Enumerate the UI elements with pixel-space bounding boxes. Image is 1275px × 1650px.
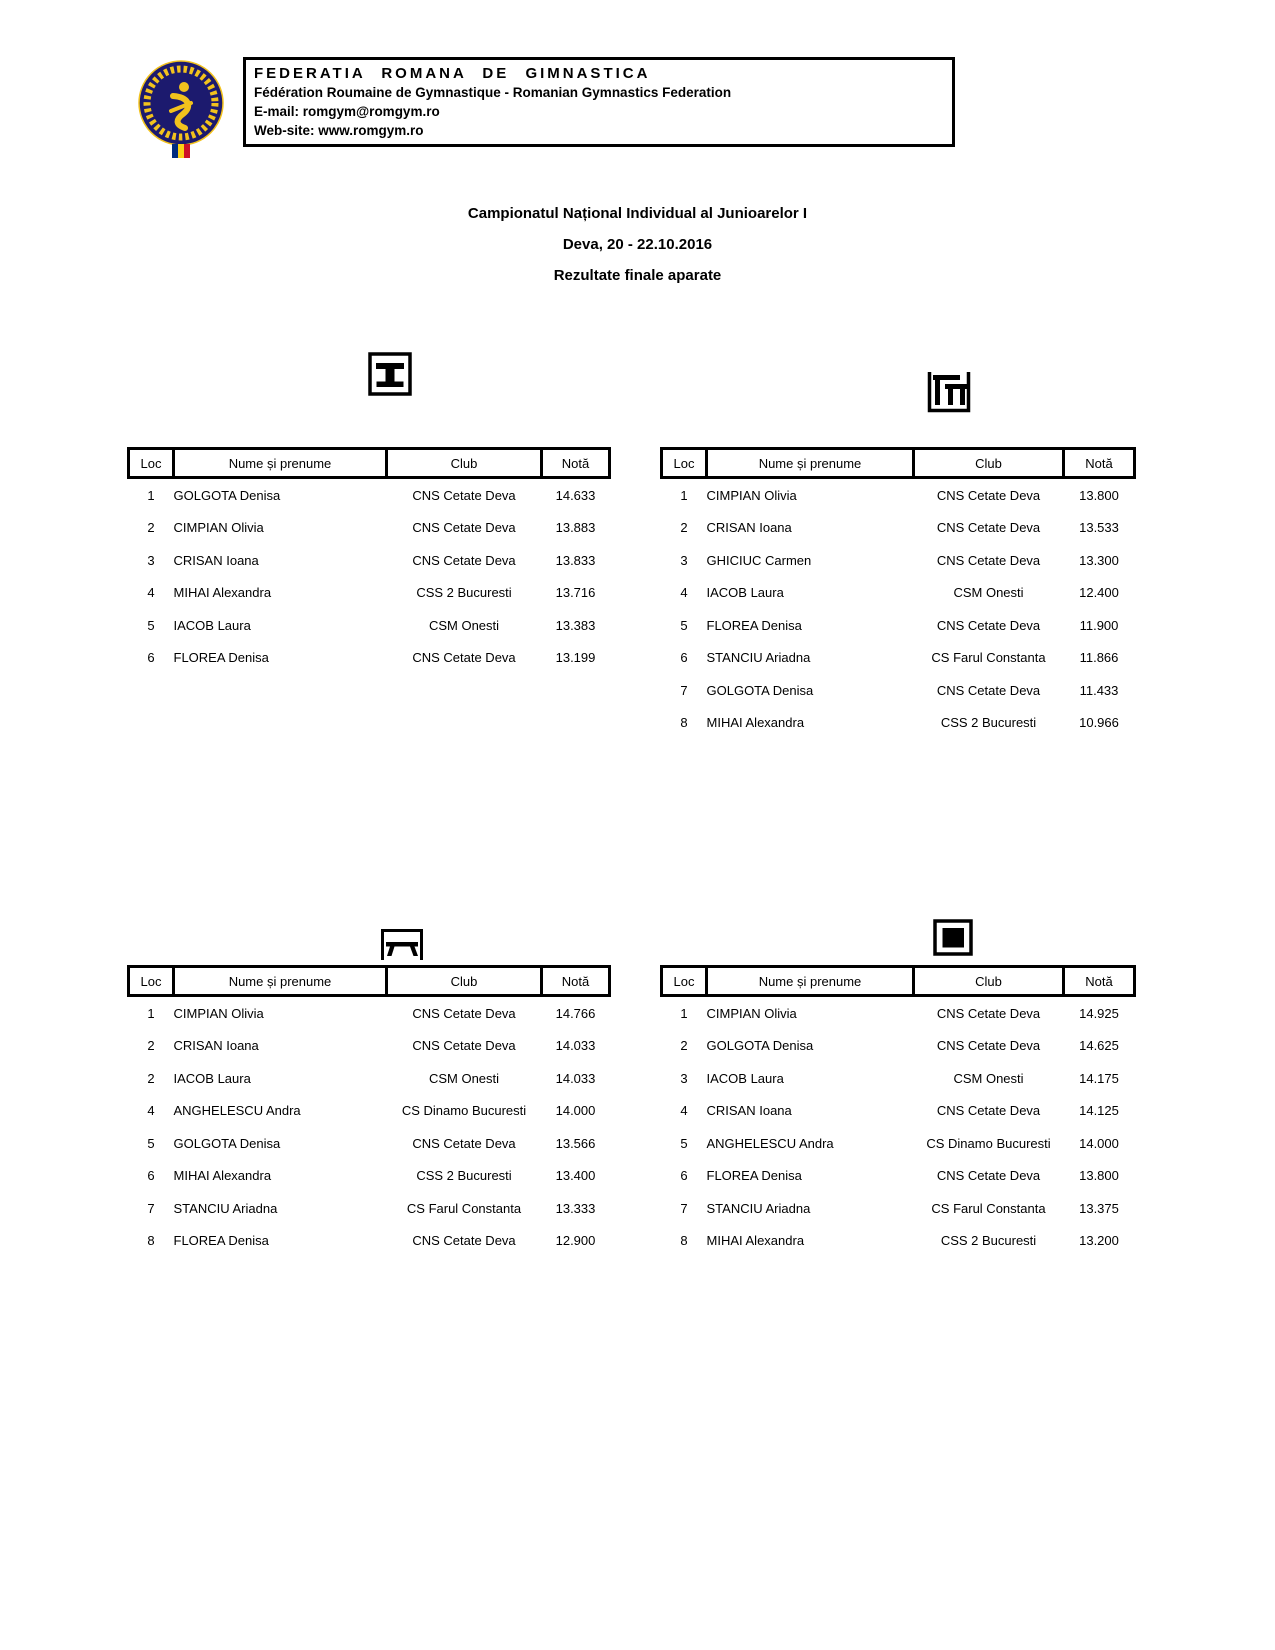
uneven-bars-results-table [660,447,1133,739]
competition-location-date: Deva, 20 - 22.10.2016 [562,236,713,253]
results-subtitle: Rezultate finale aparate [553,267,722,284]
table-row [129,642,610,675]
table-row [662,478,1135,512]
cell-name: IACOB Laura [706,585,784,601]
balance-beam-result-rows [129,996,610,1258]
cell-name: GOLGOTA Denisa [706,682,814,698]
uneven-bars-icon [926,364,972,414]
cell-score: 13.566 [555,1135,596,1151]
federation-email: E-mail: romgym@romgym.ro [254,104,440,119]
cell-club: CNS Cetate Deva [936,1005,1041,1021]
cell-name: IACOB Laura [173,617,251,633]
cell-club: CSS 2 Bucuresti [940,1233,1037,1249]
table-row [129,1062,610,1095]
cell-club: CNS Cetate Deva [936,682,1041,698]
cell-club: CS Farul Constanta [931,1200,1046,1216]
table-header-row [129,967,610,996]
cell-name: STANCIU Ariadna [173,1200,278,1216]
cell-score: 13.533 [1079,520,1119,536]
table-row [662,1030,1135,1063]
column-header-name: Nume și prenume [707,967,914,996]
cell-name: CIMPIAN Olivia [706,1005,797,1021]
cell-score: 13.800 [1079,487,1119,503]
cell-name: CIMPIAN Olivia [173,520,264,536]
cell-score: 13.333 [555,1200,596,1216]
cell-name: GOLGOTA Denisa [173,487,281,503]
table-row [129,512,610,545]
cell-name: CRISAN Ioana [706,1103,792,1119]
cell-score: 13.800 [1079,1168,1119,1184]
table-row [129,1160,610,1193]
cell-loc: 4 [680,1103,688,1119]
cell-club: CS Farul Constanta [406,1200,522,1216]
cell-score: 14.000 [1079,1135,1119,1151]
cell-score: 13.199 [555,650,596,666]
cell-club: CSM Onesti [953,585,1024,601]
cell-name: CRISAN Ioana [173,552,259,568]
table-row [129,609,610,642]
column-header-score: Notă [1064,449,1135,478]
cell-score: 14.033 [555,1070,596,1086]
cell-loc: 4 [147,1103,155,1119]
table-row [662,1095,1135,1128]
cell-loc: 2 [147,1038,155,1054]
balance-beam-icon [379,927,425,960]
document-titles [0,205,1275,298]
cell-club: CNS Cetate Deva [412,650,516,666]
federation-header [243,57,955,147]
vault-result-rows [129,478,610,675]
cell-name: MIHAI Alexandra [706,715,805,731]
cell-club: CNS Cetate Deva [412,1233,516,1249]
table-row [129,1225,610,1258]
cell-name: IACOB Laura [706,1070,784,1086]
cell-club: CSS 2 Bucuresti [416,585,512,601]
cell-loc: 2 [147,1070,155,1086]
cell-score: 14.633 [555,487,596,503]
cell-loc: 3 [680,1070,688,1086]
competition-title: Campionatul Național Individual al Junioarelor I [467,205,808,222]
cell-club: CNS Cetate Deva [412,1038,516,1054]
cell-loc: 2 [680,520,688,536]
cell-loc: 1 [147,1005,155,1021]
column-header-score: Notă [542,449,610,478]
cell-loc: 7 [680,1200,688,1216]
federation-logo-icon [133,59,229,159]
cell-club: CSM Onesti [428,617,500,633]
cell-name: FLOREA Denisa [173,1233,269,1249]
cell-name: ANGHELESCU Andra [173,1103,301,1119]
table-row [662,1062,1135,1095]
cell-loc: 6 [680,650,688,666]
table-row [129,996,610,1030]
column-header-club: Club [387,449,542,478]
table-row [662,1127,1135,1160]
cell-loc: 1 [680,1005,688,1021]
floor-result-rows [662,996,1135,1258]
cell-score: 14.766 [555,1005,596,1021]
table-row [662,544,1135,577]
cell-score: 11.433 [1079,682,1119,698]
table-row [129,478,610,512]
cell-club: CSM Onesti [953,1070,1024,1086]
cell-score: 14.925 [1079,1005,1119,1021]
cell-club: CNS Cetate Deva [412,520,516,536]
cell-club: CS Dinamo Bucuresti [401,1103,527,1119]
table-row [129,544,610,577]
cell-loc: 8 [147,1233,155,1249]
cell-name: FLOREA Denisa [173,650,269,666]
column-header-loc: Loc [129,967,174,996]
table-row [662,707,1135,740]
cell-loc: 5 [147,1135,155,1151]
cell-club: CNS Cetate Deva [412,552,516,568]
cell-club: CNS Cetate Deva [936,1038,1041,1054]
cell-name: ANGHELESCU Andra [706,1135,834,1151]
cell-club: CS Dinamo Bucuresti [926,1135,1051,1151]
table-row [662,642,1135,675]
cell-score: 12.900 [555,1233,596,1249]
cell-club: CNS Cetate Deva [936,617,1041,633]
cell-name: GHICIUC Carmen [706,552,812,568]
cell-name: FLOREA Denisa [706,1168,802,1184]
cell-club: CS Farul Constanta [931,650,1046,666]
column-header-name: Nume și prenume [707,449,914,478]
table-row [129,1192,610,1225]
cell-loc: 7 [680,682,688,698]
cell-loc: 5 [147,617,155,633]
cell-name: STANCIU Ariadna [706,1200,811,1216]
cell-loc: 3 [147,552,155,568]
cell-loc: 3 [680,552,688,568]
uneven-bars-result-rows [662,478,1135,740]
cell-name: MIHAI Alexandra [706,1233,805,1249]
cell-club: CNS Cetate Deva [936,1168,1041,1184]
cell-loc: 6 [147,650,155,666]
cell-loc: 8 [680,715,688,731]
cell-loc: 8 [680,1233,688,1249]
cell-name: CIMPIAN Olivia [173,1005,264,1021]
cell-loc: 4 [147,585,155,601]
cell-name: CRISAN Ioana [706,520,792,536]
cell-name: MIHAI Alexandra [173,585,272,601]
cell-loc: 1 [680,487,688,503]
table-row [662,996,1135,1030]
table-row [662,577,1135,610]
table-header-row [662,449,1135,478]
cell-loc: 5 [680,1135,688,1151]
balance-beam-results-table [127,965,608,1257]
cell-loc: 1 [147,487,155,503]
cell-score: 12.400 [1079,585,1119,601]
cell-loc: 4 [680,585,688,601]
table-row [129,577,610,610]
vault-icon [368,352,412,396]
cell-club: CNS Cetate Deva [936,552,1041,568]
column-header-loc: Loc [662,449,707,478]
cell-name: FLOREA Denisa [706,617,802,633]
cell-score: 13.383 [555,617,596,633]
cell-score: 14.175 [1079,1070,1119,1086]
cell-score: 13.716 [555,585,596,601]
cell-score: 13.375 [1079,1200,1119,1216]
table-row [662,1160,1135,1193]
cell-score: 13.300 [1079,552,1119,568]
cell-club: CSM Onesti [428,1070,500,1086]
cell-loc: 2 [147,520,155,536]
column-header-score: Notă [542,967,610,996]
table-header-row [129,449,610,478]
cell-score: 13.883 [555,520,596,536]
floor-icon [933,919,973,956]
cell-name: CRISAN Ioana [173,1038,259,1054]
cell-club: CNS Cetate Deva [412,1135,516,1151]
vault-results-table [127,447,608,674]
cell-name: IACOB Laura [173,1070,251,1086]
floor-results-table [660,965,1133,1257]
cell-club: CSS 2 Bucuresti [940,715,1037,731]
cell-score: 14.125 [1079,1103,1119,1119]
cell-name: GOLGOTA Denisa [173,1135,281,1151]
table-row [129,1127,610,1160]
cell-score: 11.866 [1079,650,1119,666]
table-row [662,1192,1135,1225]
cell-name: CIMPIAN Olivia [706,487,797,503]
cell-score: 13.400 [555,1168,596,1184]
column-header-name: Nume și prenume [174,449,387,478]
cell-club: CNS Cetate Deva [936,520,1041,536]
cell-name: MIHAI Alexandra [173,1168,272,1184]
cell-name: STANCIU Ariadna [706,650,811,666]
cell-score: 14.625 [1079,1038,1119,1054]
table-row [662,609,1135,642]
cell-loc: 2 [680,1038,688,1054]
column-header-score: Notă [1064,967,1135,996]
cell-score: 14.000 [555,1103,596,1119]
column-header-club: Club [914,449,1064,478]
column-header-name: Nume și prenume [174,967,387,996]
cell-loc: 6 [147,1168,155,1184]
federation-subtitle: Fédération Roumaine de Gymnastique - Romanian Gymnastics Federation [254,85,732,100]
column-header-loc: Loc [129,449,174,478]
table-header-row [662,967,1135,996]
cell-score: 10.966 [1079,715,1119,731]
column-header-club: Club [914,967,1064,996]
table-row [662,512,1135,545]
table-row [662,1225,1135,1258]
cell-loc: 6 [680,1168,688,1184]
cell-score: 13.833 [555,552,596,568]
cell-loc: 5 [680,617,688,633]
table-row [129,1095,610,1128]
cell-club: CNS Cetate Deva [412,1005,516,1021]
cell-club: CNS Cetate Deva [412,487,516,503]
cell-name: GOLGOTA Denisa [706,1038,814,1054]
cell-club: CNS Cetate Deva [936,1103,1041,1119]
federation-website: Web-site: www.romgym.ro [254,123,424,138]
table-row [662,674,1135,707]
cell-club: CSS 2 Bucuresti [416,1168,512,1184]
cell-club: CNS Cetate Deva [936,487,1041,503]
table-row [129,1030,610,1063]
cell-score: 13.200 [1079,1233,1119,1249]
cell-score: 14.033 [555,1038,596,1054]
federation-name: FEDERATIA ROMANA DE GIMNASTICA [254,65,651,82]
column-header-loc: Loc [662,967,707,996]
column-header-club: Club [387,967,542,996]
cell-loc: 7 [147,1200,155,1216]
cell-score: 11.900 [1079,617,1119,633]
